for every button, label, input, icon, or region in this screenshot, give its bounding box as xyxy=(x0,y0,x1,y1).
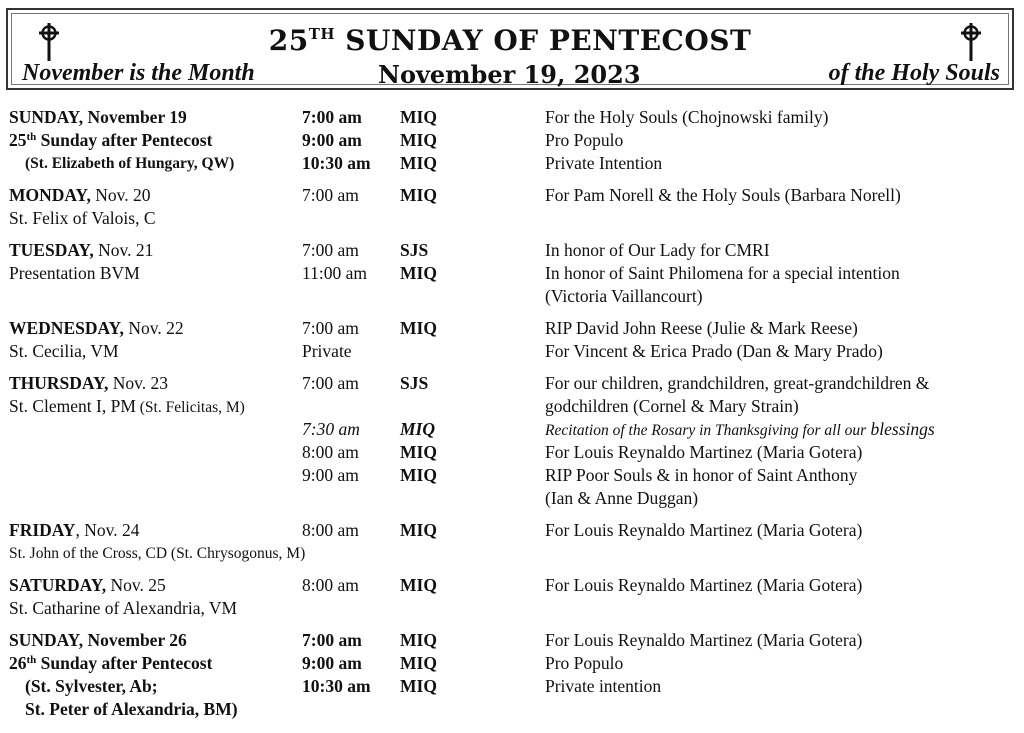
mass-time: 7:00 am xyxy=(302,107,362,127)
mass-intention: Pro Populo xyxy=(545,653,624,673)
schedule-row xyxy=(0,317,1024,340)
mass-intention: For Louis Reynaldo Martinez (Maria Gotera) xyxy=(545,442,863,462)
mass-intention: RIP Poor Souls & in honor of Saint Anthony xyxy=(545,465,858,485)
day-label: FRIDAY, Nov. 24 xyxy=(9,520,140,540)
mass-intention: In honor of Saint Philomena for a special intention xyxy=(545,263,900,283)
day-label: WEDNESDAY, Nov. 22 xyxy=(9,318,184,338)
rosary-intention: Recitation of the Rosary in Thanksgiving for all our blessings xyxy=(545,419,935,439)
schedule-row xyxy=(0,542,1024,565)
mass-location: SJS xyxy=(400,240,429,260)
mass-schedule xyxy=(0,106,1024,730)
mass-time: 7:00 am xyxy=(302,185,359,205)
schedule-row xyxy=(0,675,1024,698)
schedule-row xyxy=(0,519,1024,542)
mass-time: 8:00 am xyxy=(302,520,359,540)
feast-label: St. Cecilia, VM xyxy=(9,341,119,361)
schedule-row xyxy=(0,395,1024,418)
mass-intention: For Louis Reynaldo Martinez (Maria Gotera) xyxy=(545,575,863,595)
mass-time: 7:00 am xyxy=(302,240,359,260)
schedule-row xyxy=(0,418,1024,441)
mass-location: MIQ xyxy=(400,130,437,150)
schedule-row xyxy=(0,487,1024,510)
day-label: TUESDAY, Nov. 21 xyxy=(9,240,154,260)
day-block-monday xyxy=(0,184,1024,230)
commemoration-label: (St. Elizabeth of Hungary, QW) xyxy=(25,155,235,172)
day-block-sunday-nov-19 xyxy=(0,106,1024,175)
schedule-row xyxy=(0,152,1024,175)
mass-intention: Private intention xyxy=(545,676,662,696)
schedule-row xyxy=(0,597,1024,620)
mass-intention: godchildren (Cornel & Mary Strain) xyxy=(545,396,799,416)
day-label: SUNDAY, November 26 xyxy=(9,630,187,650)
schedule-row xyxy=(0,629,1024,652)
mass-intention: Private Intention xyxy=(545,153,663,173)
mass-intention: For Louis Reynaldo Martinez (Maria Gotera) xyxy=(545,630,863,650)
day-block-thursday xyxy=(0,372,1024,510)
feast-label: Presentation BVM xyxy=(9,263,140,283)
rosary-time: 7:30 am xyxy=(302,419,360,439)
feast-label: St. Felix of Valois, C xyxy=(9,208,156,228)
schedule-row xyxy=(0,239,1024,262)
mass-intention: For Louis Reynaldo Martinez (Maria Gotera) xyxy=(545,520,863,540)
mass-location: MIQ xyxy=(400,419,436,439)
schedule-row xyxy=(0,262,1024,285)
mass-intention: (Ian & Anne Duggan) xyxy=(545,488,699,508)
mass-time: 8:00 am xyxy=(302,442,359,462)
mass-location: MIQ xyxy=(400,107,437,127)
mass-location: MIQ xyxy=(400,575,437,595)
mass-time: 8:00 am xyxy=(302,575,359,595)
schedule-row xyxy=(0,464,1024,487)
mass-location: MIQ xyxy=(400,185,437,205)
mass-location: MIQ xyxy=(400,676,437,696)
mass-location: SJS xyxy=(400,373,429,393)
feast-label: St. John of the Cross, CD (St. Chrysogonus, M) xyxy=(9,545,306,562)
schedule-row xyxy=(0,574,1024,597)
mass-intention: Pro Populo xyxy=(545,130,624,150)
schedule-row xyxy=(0,652,1024,675)
mass-time: 9:00 am xyxy=(302,465,359,485)
mass-time: Private xyxy=(302,341,352,361)
schedule-row xyxy=(0,129,1024,152)
schedule-row xyxy=(0,441,1024,464)
schedule-row xyxy=(0,372,1024,395)
day-label: THURSDAY, Nov. 23 xyxy=(9,373,169,393)
mass-intention: For Pam Norell & the Holy Souls (Barbara Norell) xyxy=(545,185,901,205)
mass-intention: For our children, grandchildren, great-grandchildren & xyxy=(545,373,930,393)
mass-time: 7:00 am xyxy=(302,318,359,338)
page-title: 25TH SUNDAY OF PENTECOST xyxy=(268,24,752,57)
mass-intention: (Victoria Vaillancourt) xyxy=(545,286,703,306)
schedule-row xyxy=(0,340,1024,363)
day-block-saturday xyxy=(0,574,1024,620)
bulletin-header xyxy=(6,8,1014,90)
schedule-row xyxy=(0,698,1024,721)
mass-location: MIQ xyxy=(400,442,437,462)
feast-label: 26th Sunday after Pentecost xyxy=(9,653,213,673)
mass-location: MIQ xyxy=(400,263,437,283)
mass-time: 7:00 am xyxy=(302,373,359,393)
mass-time: 9:00 am xyxy=(302,130,362,150)
day-block-sunday-nov-26 xyxy=(0,629,1024,721)
mass-location: MIQ xyxy=(400,653,437,673)
day-block-friday xyxy=(0,519,1024,565)
mass-time: 10:30 am xyxy=(302,676,371,696)
month-dedication-left: November is the Month xyxy=(22,60,255,86)
mass-time: 7:00 am xyxy=(302,630,362,650)
mass-intention: RIP David John Reese (Julie & Mark Reese) xyxy=(545,318,858,338)
feast-label: 25th Sunday after Pentecost xyxy=(9,130,213,150)
month-dedication-right: of the Holy Souls xyxy=(828,60,1000,86)
mass-location: MIQ xyxy=(400,520,437,540)
day-label: SUNDAY, November 19 xyxy=(9,107,187,127)
mass-time: 9:00 am xyxy=(302,653,362,673)
day-label: MONDAY, Nov. 20 xyxy=(9,185,151,205)
mass-time: 11:00 am xyxy=(302,263,367,283)
schedule-row xyxy=(0,106,1024,129)
day-label: SATURDAY, Nov. 25 xyxy=(9,575,166,595)
mass-location: MIQ xyxy=(400,153,437,173)
commemoration-label: (St. Sylvester, Ab; xyxy=(25,676,158,696)
feast-label: St. Catharine of Alexandria, VM xyxy=(9,598,238,618)
mass-location: MIQ xyxy=(400,630,437,650)
day-block-wednesday xyxy=(0,317,1024,363)
schedule-row xyxy=(0,184,1024,207)
commemoration-label: St. Peter of Alexandria, BM) xyxy=(25,699,238,719)
mass-location: MIQ xyxy=(400,465,437,485)
mass-time: 10:30 am xyxy=(302,153,371,173)
schedule-row xyxy=(0,207,1024,230)
bulletin-date: November 19, 2023 xyxy=(378,60,641,89)
mass-intention: In honor of Our Lady for CMRI xyxy=(545,240,770,260)
mass-intention: For the Holy Souls (Chojnowski family) xyxy=(545,107,829,127)
schedule-row xyxy=(0,285,1024,308)
day-block-tuesday xyxy=(0,239,1024,308)
mass-location: MIQ xyxy=(400,318,437,338)
mass-intention: For Vincent & Erica Prado (Dan & Mary Prado) xyxy=(545,341,883,361)
feast-label: St. Clement I, PM (St. Felicitas, M) xyxy=(9,396,245,416)
